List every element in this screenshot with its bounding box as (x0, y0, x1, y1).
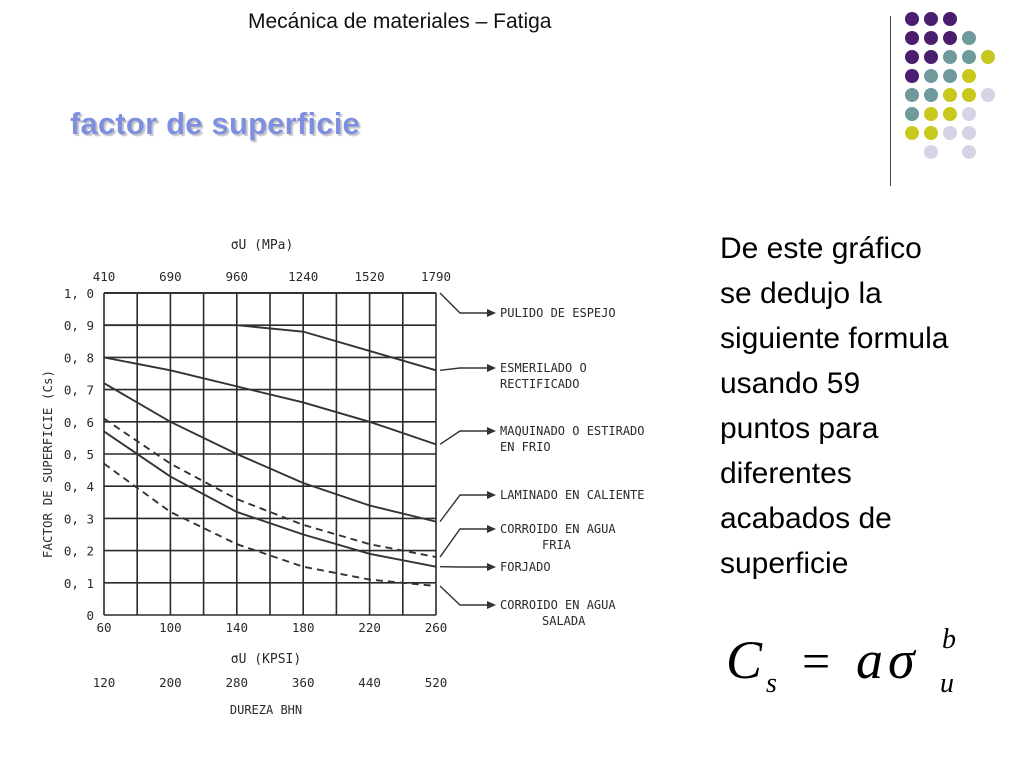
decorative-dot (905, 126, 919, 140)
description-line: acabados de (720, 502, 892, 535)
decorative-dot (924, 12, 938, 26)
legend-leader-line (440, 293, 490, 313)
y-tick-label: 0, 6 (63, 414, 94, 430)
decorative-dot (943, 126, 957, 140)
legend-label: MAQUINADO O ESTIRADO (500, 424, 645, 438)
formula-sub-u: u (940, 668, 954, 699)
decorative-dot (924, 88, 938, 102)
formula-c: C (726, 630, 763, 690)
legend-label: ESMERILADO O (500, 361, 587, 375)
formula-equals: = (802, 633, 831, 689)
y-axis-label: FACTOR DE SUPERFICIE (Cs) (40, 369, 55, 559)
x-tick-label: 260 (424, 620, 448, 635)
legend-leader-line (440, 586, 490, 605)
decorative-dot (981, 88, 995, 102)
decorative-dot (924, 69, 938, 83)
legend-label: CORROIDO EN AGUA (500, 598, 616, 612)
decorative-dot (943, 107, 957, 121)
y-tick-label: 0, 8 (63, 350, 94, 366)
surface-factor-chart (30, 225, 710, 730)
decorative-dot (905, 69, 919, 83)
decorative-dot (943, 31, 957, 45)
top-tick-label: 1520 (354, 269, 385, 284)
formula-svg (724, 620, 984, 710)
legend-label: LAMINADO EN CALIENTE (500, 488, 645, 502)
formula-a: a (856, 630, 883, 690)
top-tick-label: 1790 (420, 269, 452, 284)
description-line: usando 59 (720, 367, 861, 400)
legend-label: PULIDO DE ESPEJO (500, 306, 616, 320)
x-tick-label: 220 (358, 620, 381, 635)
slide-header: Mecánica de materiales – Fatiga (248, 10, 552, 33)
decorative-dot (962, 50, 976, 64)
hardness-tick-label: 120 (92, 675, 116, 690)
top-axis-label: σU (MPa) (230, 238, 294, 253)
description-line: superficie (720, 547, 849, 580)
decorative-dot (924, 107, 938, 121)
hardness-tick-label: 440 (358, 675, 381, 690)
legend-leader-line (440, 431, 490, 444)
top-tick-label: 690 (159, 269, 182, 284)
top-tick-label: 1240 (288, 269, 319, 284)
description-line: De este gráfico (720, 232, 922, 265)
chart-svg (30, 225, 710, 725)
hardness-tick-label: 200 (159, 675, 182, 690)
decorative-dot (924, 50, 938, 64)
decorative-dot (943, 12, 957, 26)
hardness-axis-label: DUREZA BHN (229, 703, 303, 717)
decorative-dot (943, 88, 957, 102)
legend-arrowhead (487, 427, 496, 435)
x-tick-label: 100 (159, 620, 182, 635)
legend-arrowhead (487, 601, 496, 609)
legend-label: FORJADO (500, 560, 551, 574)
decorative-dot (962, 145, 976, 159)
header-divider (890, 16, 891, 186)
decorative-dot (905, 50, 919, 64)
decorative-dot (943, 69, 957, 83)
y-tick-label: 0, 7 (63, 382, 94, 398)
x-tick-label: 60 (96, 620, 112, 635)
formula-sup-b: b (942, 624, 956, 655)
top-tick-label: 960 (225, 269, 249, 284)
decorative-dot (943, 50, 957, 64)
decorative-dot (905, 88, 919, 102)
y-tick-label: 0, 1 (63, 575, 94, 591)
legend-label: RECTIFICADO (500, 377, 580, 391)
x-tick-label: 180 (291, 620, 315, 635)
y-tick-label: 0, 4 (63, 479, 94, 495)
description-line: siguiente formula (720, 322, 949, 355)
top-tick-label: 410 (92, 269, 116, 284)
description-line: puntos para (720, 412, 879, 445)
surface-factor-formula (724, 620, 984, 715)
decorative-dot (905, 12, 919, 26)
decorative-dot (905, 31, 919, 45)
description-line: diferentes (720, 457, 852, 490)
decorative-dot (924, 31, 938, 45)
formula-sub-s: s (766, 668, 777, 699)
x-axis-label: σU (KPSI) (230, 652, 302, 667)
y-tick-label: 0, 9 (63, 318, 94, 334)
decorative-dot (924, 126, 938, 140)
x-tick-label: 140 (225, 620, 249, 635)
legend-arrowhead (487, 525, 496, 533)
legend-arrowhead (487, 491, 496, 499)
legend-arrowhead (487, 563, 496, 571)
decorative-dot (924, 145, 938, 159)
decorative-dot (962, 69, 976, 83)
y-tick-label: 0, 3 (63, 511, 94, 527)
y-tick-label: 0, 5 (63, 447, 94, 462)
decorative-dot (981, 50, 995, 64)
description-text (720, 226, 1020, 586)
y-tick-label: 0 (86, 608, 94, 623)
y-tick-label: 0, 2 (63, 543, 94, 559)
legend-label: FRIA (542, 538, 571, 552)
decorative-dot (962, 31, 976, 45)
slide-title: factor de superficie (70, 106, 360, 141)
decorative-dot-grid (905, 12, 1015, 172)
hardness-tick-label: 280 (225, 675, 249, 690)
legend-label: CORROIDO EN AGUA (500, 522, 616, 536)
legend-leader-line (440, 495, 490, 522)
formula-sigma: σ (888, 630, 915, 690)
decorative-dot (962, 88, 976, 102)
decorative-dot (905, 107, 919, 121)
legend-leader-line (440, 529, 490, 557)
legend-arrowhead (487, 364, 496, 372)
y-tick-label: 1, 0 (63, 286, 94, 301)
decorative-dot (962, 107, 976, 121)
hardness-tick-label: 520 (424, 675, 448, 690)
legend-arrowhead (487, 309, 496, 317)
hardness-tick-label: 360 (291, 675, 315, 690)
decorative-dot (962, 126, 976, 140)
legend-label: SALADA (542, 614, 586, 628)
description-line: se dedujo la (720, 277, 882, 310)
legend-leader-line (440, 368, 490, 370)
legend-label: EN FRIO (500, 440, 551, 454)
